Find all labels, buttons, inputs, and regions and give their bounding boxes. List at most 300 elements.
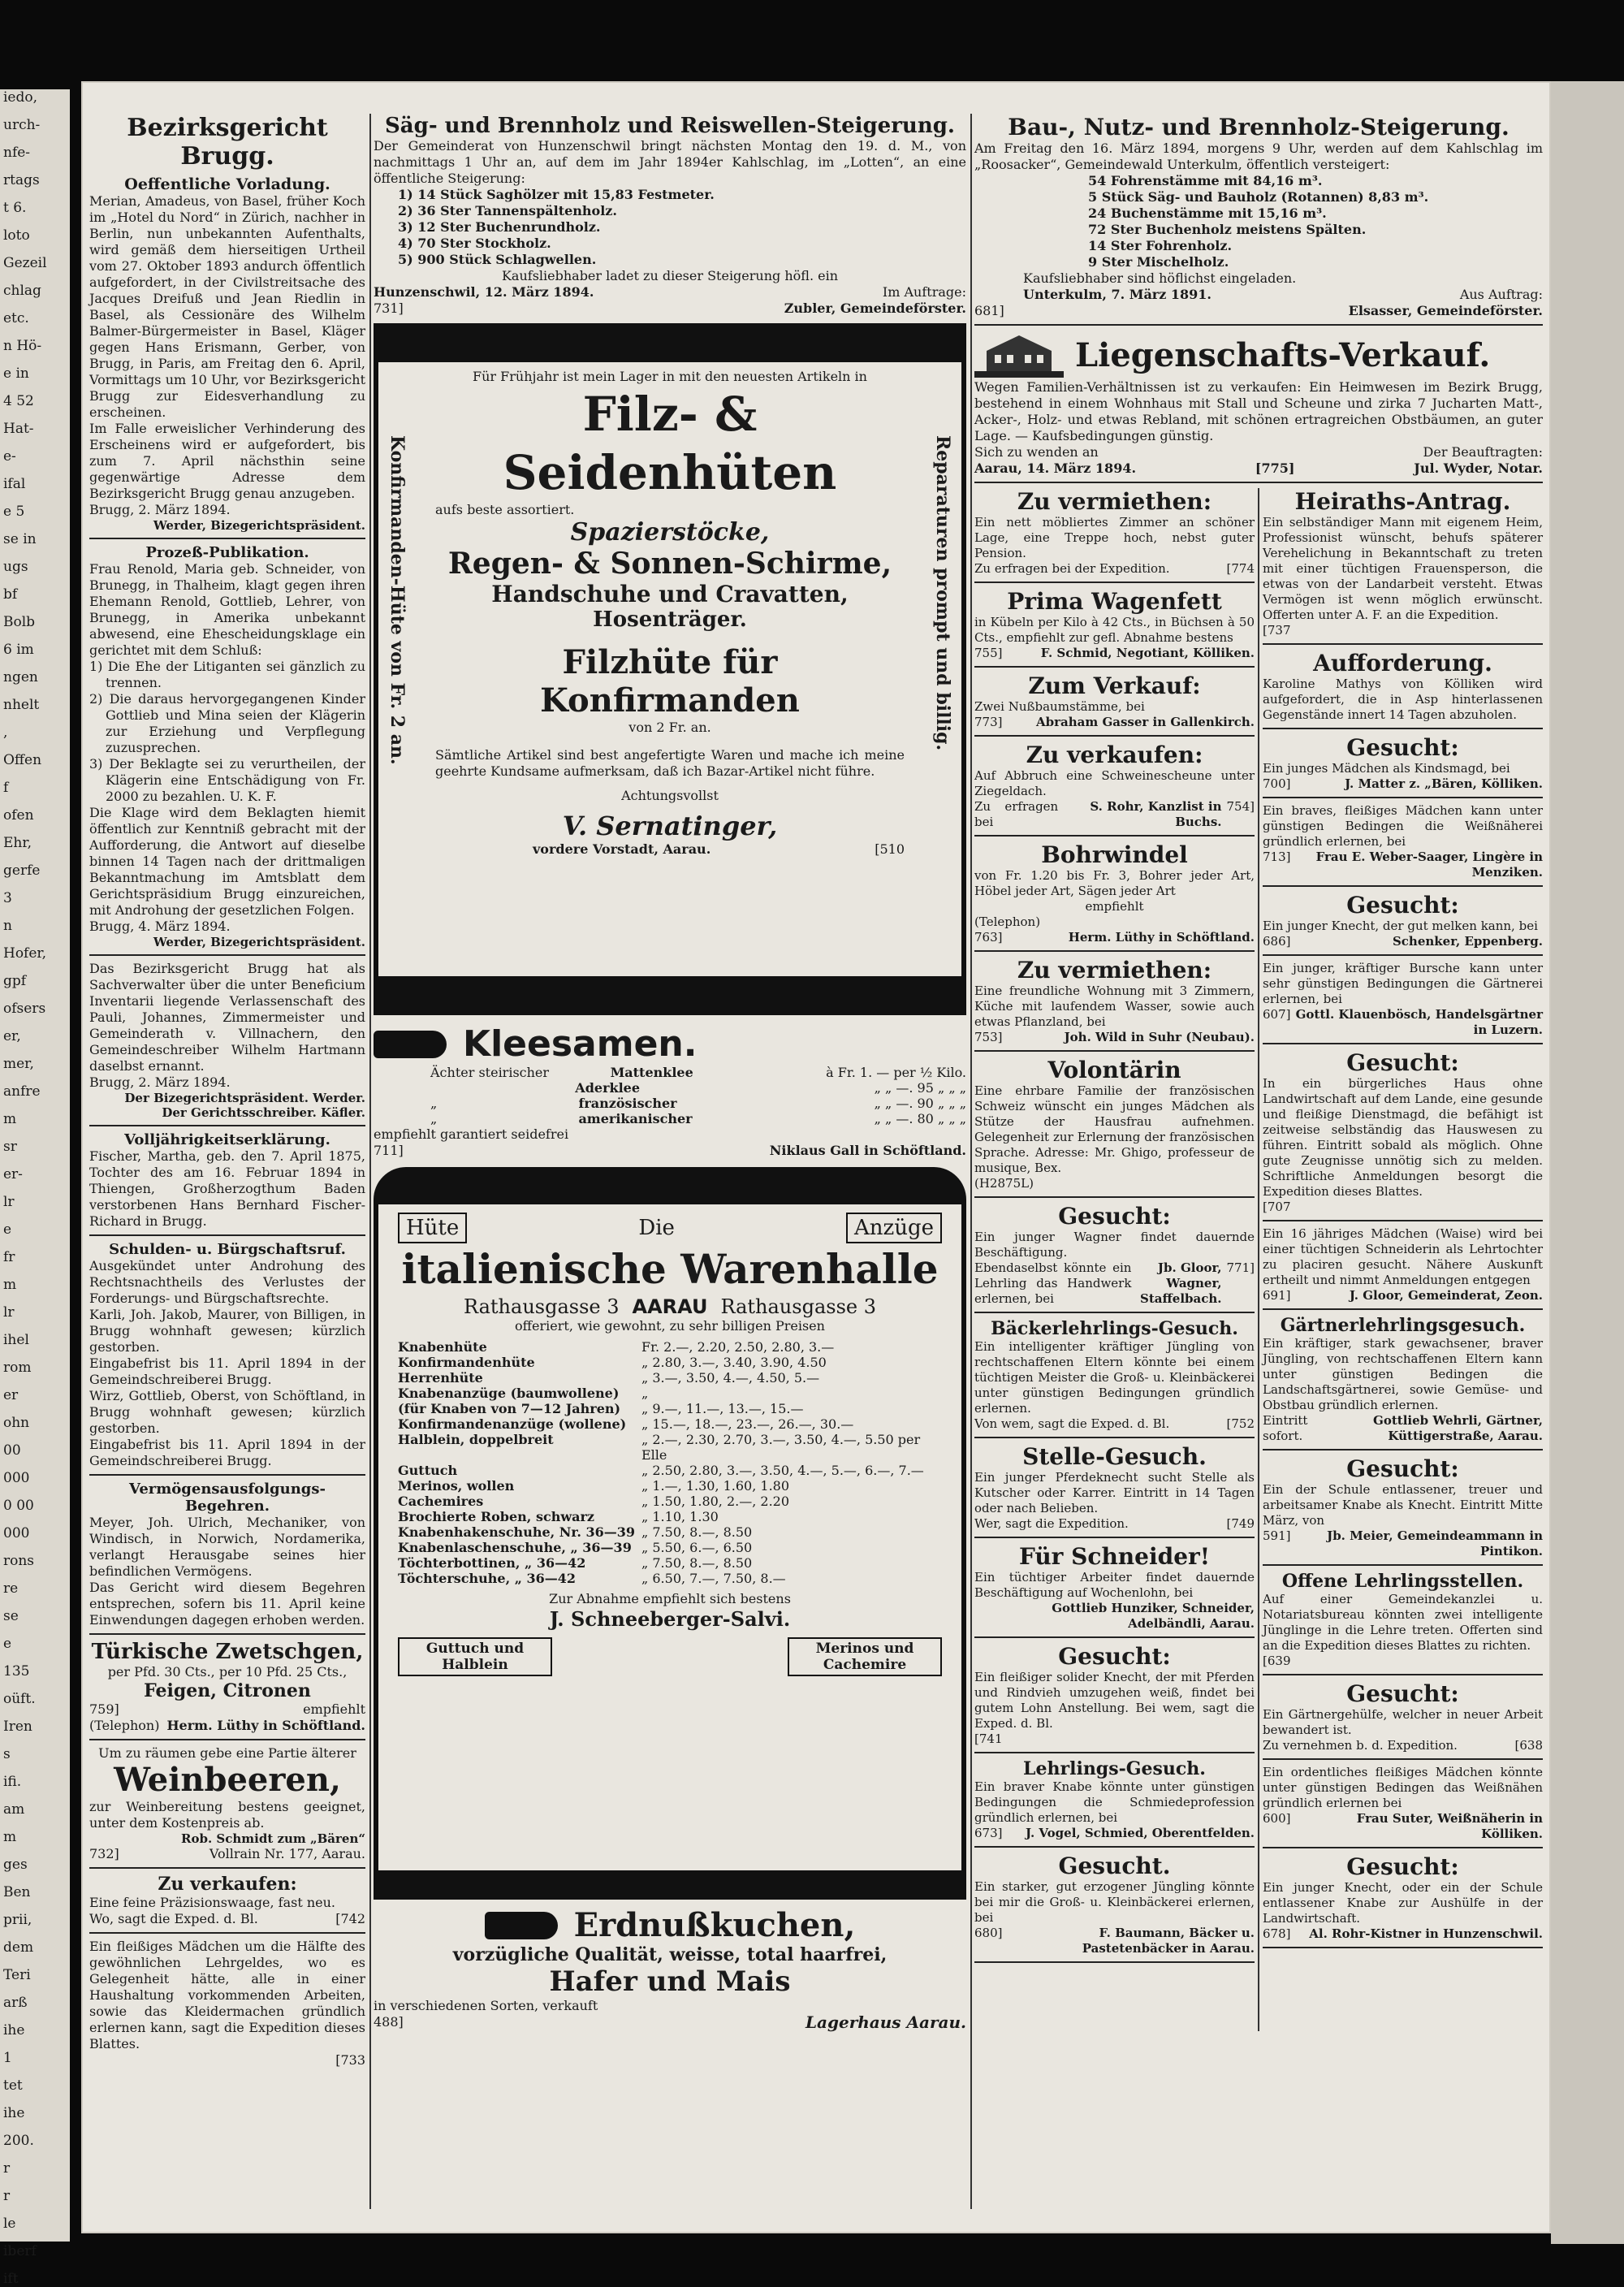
strip-fragment: chlag — [3, 283, 41, 299]
ad-body: Eine feine Präzisionswaage, fast neu. — [89, 1895, 336, 1910]
box-merinos: Merinos und Cachemire — [788, 1637, 942, 1676]
strip-fragment: iedo, — [3, 89, 38, 106]
strip-fragment: ohn — [3, 1415, 30, 1431]
classified-number: [749 — [1226, 1516, 1255, 1531]
classified-body: Ein junger Pferdeknecht sucht Stelle als Kutscher oder Karrer. Eintritt in 14 Tagen oder nach Belieben. — [974, 1470, 1255, 1515]
clover-variety: Aderklee — [575, 1080, 641, 1096]
classified-footer — [1263, 776, 1543, 792]
classified-heading: Zu verkaufen: — [1026, 741, 1203, 768]
classified-heading: Lehrlings-Gesuch. — [1023, 1758, 1206, 1779]
classified-body: Ein intelligenter kräftiger Jüngling von rechtschaffenen Eltern könnte bei einem tüchtigen Meister die Groß- u. Kleinbäckerei unter günstigen Bedingungen gründlich erlernen. — [974, 1339, 1255, 1416]
price-item: Guttuch — [398, 1463, 458, 1478]
clover-variety: französischer — [578, 1096, 677, 1111]
classified-footer — [974, 1731, 1255, 1747]
classified-footer — [974, 715, 1255, 730]
price-row — [398, 1555, 942, 1571]
classified-number: [741 — [974, 1731, 1003, 1746]
price-values: „ 15.—, 18.—, 23.—, 26.—, 30.— — [641, 1416, 854, 1432]
notice-signature: Werder, Bizegerichtspräsident. — [153, 518, 365, 533]
classified-body: Ein tüchtiger Arbeiter findet dauernde Beschäftigung auf Wochenlohn, bei — [974, 1570, 1255, 1600]
notice-body: Merian, Amadeus, von Basel, früher Koch im „Hotel du Nord“ in Zürich, nachher in Berlin, nun unbekannten Aufenthalts, wird gemäß dem hierseitigen Urtheil vom 27. Oktober 1893 andurch öffentlich aufgefordert, in der Civilstreitsache des Jacques Dreifuß und Jean Riedlin in Basel, als Cessionäre des Wilhelm Balmer-Bürgermeister in Basel, Kläger gegen Hans Erismann, Gerber, von Brugg, in Paris, am Freitag den 6. April, Vormittags um 10 Uhr, vor Bezirksgericht Brugg zur Eidesverhandlung zu erscheinen. — [89, 193, 365, 420]
price-item: Merinos, wollen — [398, 1478, 515, 1494]
ad-title: Weinbeeren, — [114, 1761, 341, 1799]
classified-footer — [974, 1176, 1255, 1191]
strip-fragment: ges — [3, 1857, 28, 1873]
classified-footer — [1263, 1288, 1543, 1303]
strip-fragment: 0 00 — [3, 1498, 34, 1514]
strip-fragment: iberf — [3, 2243, 37, 2259]
timber-title: Bau-, Nutz- und Brennholz-Steigerung. — [1008, 114, 1510, 141]
column-classifieds — [974, 114, 1543, 2225]
notice-entry: Eingabefrist bis 11. April 1894 in der Gemeindschreiberei Brugg. — [89, 1437, 365, 1468]
classified-signature: J. Vogel, Schmied, Oberentfelden. — [1026, 1826, 1255, 1840]
classified-reference: Zu vernehmen b. d. Expedition. — [1263, 1738, 1458, 1753]
classified-reference: 691] — [1263, 1288, 1291, 1303]
classified-heading: Gesucht: — [1346, 892, 1459, 919]
strip-fragment: ofsers — [3, 1001, 46, 1017]
classified-ad — [1263, 1049, 1543, 1221]
price-values: „ 2.50, 2.80, 3.—, 3.50, 4.—, 5.—, 6.—, 7.— — [641, 1463, 924, 1478]
warenhalle-address: Rathausgasse 3 — [463, 1295, 620, 1318]
vertical-right-text: Reparaturen prompt und billig. — [932, 435, 953, 751]
classified-number: [737 — [1263, 623, 1291, 638]
price-item: Konfirmandenanzüge (wollene) — [398, 1416, 627, 1432]
ad-body: Ein fleißiges Mädchen um die Hälfte des gewöhnlichen Lehrgeldes, wo es Gelegenheit hätte, alle in einer Haushaltung vorkommenden Arbeiten, sowie das Kleidermachen gründlich erlernen kann, sagt die Expedition dieses Blattes. — [89, 1939, 365, 2051]
strip-fragment: 4 52 — [3, 393, 34, 409]
column-advertisements — [374, 114, 966, 2225]
classified-body: Ein 16 jähriges Mädchen (Waise) wird bei einer tüchtigen Schneiderin als Lehrtochter zu placiren gesucht. Nähere Auskunft ertheilt und nimmt Anmeldungen entgegen — [1263, 1226, 1543, 1287]
price-values: „ 5.50, 6.—, 6.50 — [641, 1540, 753, 1555]
price-item: Knabenlaschenschuhe, „ 36—39 — [398, 1540, 632, 1555]
classified-reference: 607] — [1263, 1007, 1291, 1022]
notice-body: Meyer, Joh. Ulrich, Mechaniker, von Windisch, in Norwich, Nordamerika, verlangt Herausgabe seines hier befindlichen Vermögens. — [89, 1515, 365, 1579]
classified-heading: Aufforderung. — [1313, 650, 1492, 677]
divider — [1263, 1674, 1543, 1675]
classified-number: [752 — [1226, 1416, 1255, 1431]
price-item: Töchterbottinen, „ 36—42 — [398, 1555, 586, 1571]
hat-greeting: Achtungsvollst — [621, 788, 719, 803]
classified-reference: 600] — [1263, 1811, 1291, 1826]
classified-body: Auf einer Gemeindekanzlei u. Notariatsbureau könnten zwei intelligente Jünglinge in die Lehre treten. Offerten sind an die Expedition dieses Blattes zu richten. — [1263, 1592, 1543, 1653]
strip-fragment: se in — [3, 531, 37, 547]
notice-signature: Der Bizegerichtspräsident. Werder. — [124, 1091, 365, 1105]
divider — [1263, 728, 1543, 729]
strip-fragment: am — [3, 1801, 25, 1818]
hat-body: Sämtliche Artikel sind best angefertigte Waren und mache ich meine geehrte Kundsame aufmerksam, daß ich Bazar-Artikel nicht führe. — [435, 747, 905, 779]
classified-signature: J. Matter z. „Bären, Kölliken. — [1345, 776, 1543, 791]
auction-number: 731] — [374, 300, 404, 316]
strip-fragment: gerfe — [3, 862, 41, 879]
classified-footer — [1263, 1528, 1543, 1559]
strip-fragment: arß — [3, 1995, 28, 2011]
strip-fragment: nhelt — [3, 697, 40, 713]
strip-fragment: tet — [3, 2077, 23, 2094]
classified-ad — [1263, 1853, 1543, 1948]
price-values: „ 3.—, 3.50, 4.—, 4.50, 5.— — [641, 1370, 820, 1386]
classified-ad — [1263, 488, 1543, 645]
claim-item: 2) Die daraus hervorgegangenen Kinder Gottlieb und Mina seien der Klägerin zur Erziehung und Verpflegung zuzusprechen. — [89, 691, 365, 755]
classified-reference: Wer, sagt die Expedition. — [974, 1516, 1129, 1531]
timber-auftrag: Aus Auftrag: — [1459, 287, 1543, 302]
classified-ad — [974, 1758, 1255, 1848]
court-title: Bezirksgericht Brugg. — [127, 114, 328, 171]
warenhalle-title: italienische Warenhalle — [401, 1245, 939, 1293]
price-row — [398, 1432, 942, 1463]
price-row — [398, 1478, 942, 1494]
divider — [1263, 1564, 1543, 1566]
notice-heading: Oeffentliche Vorladung. — [124, 175, 330, 193]
price-values: „ 9.—, 11.—, 13.—, 15.— — [641, 1401, 804, 1416]
notice-date: Brugg, 2. März 1894. — [89, 502, 231, 517]
classified-body: Ein Gärtnergehülfe, welcher in neuer Arbeit bewandert ist. — [1263, 1707, 1543, 1737]
strip-fragment: Ben — [3, 1884, 31, 1900]
classified-footer — [1263, 1926, 1543, 1942]
classified-reference: Zu erfragen bei der Expedition. — [974, 561, 1170, 576]
hat-title: Filz- & Seidenhüten — [503, 387, 837, 500]
classified-reference: 763] — [974, 930, 1003, 945]
divider — [1263, 1449, 1543, 1450]
strip-fragment: 000 — [3, 1470, 30, 1486]
auction-item: 5) 900 Stück Schlagwellen. — [398, 252, 597, 267]
divider — [974, 1437, 1255, 1438]
warenhalle-city: AARAU — [632, 1295, 708, 1318]
notice-signature: Werder, Bizegerichtspräsident. — [153, 935, 365, 949]
hat-intro: Für Frühjahr ist mein Lager in mit den neuesten Artikeln in — [473, 369, 867, 384]
warenhalle-offer: offeriert, wie gewohnt, zu sehr billigen Preisen — [515, 1318, 825, 1334]
strip-fragment: Ehr, — [3, 835, 32, 851]
classified-footer — [974, 930, 1255, 945]
notice-signature: Der Gerichtsschreiber. Käfler. — [162, 1105, 365, 1120]
property-number: [775] — [1255, 460, 1295, 476]
strip-fragment: le — [3, 2216, 16, 2232]
classified-number: [639 — [1263, 1654, 1291, 1668]
clover-tag: empfiehlt garantiert seidefrei — [374, 1126, 569, 1142]
classified-heading: Gesucht: — [1346, 734, 1459, 761]
strip-fragment: m — [3, 1277, 17, 1293]
classified-ad — [974, 1643, 1255, 1753]
strip-fragment: er, — [3, 1028, 21, 1044]
clover-price-cell: „ „ —. 95 „ „ „ — [874, 1080, 966, 1096]
telephon-tag: (Telephon) — [89, 1718, 160, 1733]
classified-heading: Volontärin — [1047, 1057, 1181, 1083]
timber-item: 5 Stück Säg- und Bauholz (Rotannen) 8,83 m³. — [1088, 189, 1429, 205]
classified-signature: Jb. Meier, Gemeindeammann in Pintikon. — [1327, 1528, 1543, 1559]
strip-fragment: mer, — [3, 1056, 34, 1072]
strip-fragment: e- — [3, 448, 16, 465]
classified-ad — [1263, 1315, 1543, 1450]
strip-fragment: Gezeil — [3, 255, 47, 271]
timber-body: Am Freitag den 16. März 1894, morgens 9 Uhr, werden auf dem Kahlschlag im „Roosacker“, Gemeindewald Unterkulm, öffentlich versteigert: — [974, 141, 1543, 172]
classified-reference: 773] — [974, 715, 1003, 729]
classifieds-left — [974, 488, 1255, 1968]
timber-number: 681] — [974, 303, 1004, 318]
warenhalle-ad — [374, 1167, 966, 1900]
vertical-left-text: Konfirmanden-Hüte von Fr. 2 an. — [387, 435, 408, 765]
strip-fragment: s — [3, 1746, 11, 1762]
classified-footer — [1263, 934, 1543, 949]
classified-footer — [1263, 1654, 1543, 1669]
classified-body: in Kübeln per Kilo à 42 Cts., in Büchsen à 50 Cts., empfiehlt zur gefl. Abnahme bestens — [974, 615, 1255, 645]
strip-fragment: re — [3, 1580, 19, 1597]
divider — [1263, 1043, 1543, 1044]
strip-fragment: anfre — [3, 1083, 41, 1100]
classified-footer — [1263, 623, 1543, 638]
price-row — [398, 1416, 942, 1432]
strip-fragment: gpf — [3, 973, 27, 989]
hat-shop-ad — [374, 323, 966, 1015]
strip-fragment: n — [3, 918, 12, 934]
classified-ad — [1263, 1226, 1543, 1310]
classified-body: Zwei Nußbaumstämme, bei — [974, 699, 1145, 714]
price-values: „ 7.50, 8.—, 8.50 — [641, 1555, 753, 1571]
divider — [974, 1752, 1255, 1753]
classified-signature: Schenker, Eppenberg. — [1392, 934, 1543, 949]
price-item: Knabenhakenschuhe, Nr. 36—39 — [398, 1524, 636, 1540]
divider — [974, 1537, 1255, 1538]
peanut-line: Hafer und Mais — [549, 1965, 791, 1998]
ad-title: Türkische Zwetschgen, — [91, 1640, 364, 1664]
telephon-tag: (Telephon) — [974, 914, 1041, 929]
notice-body: Ausgekündet unter Androhung des Rechtsnachtheils des Verlustes der Forderungs- und Bürgschaftsrechte. — [89, 1258, 365, 1306]
classified-heading: Gesucht: — [1346, 1049, 1459, 1076]
strip-fragment: ihe — [3, 2105, 25, 2121]
classified-heading: Gesucht: — [1346, 1455, 1459, 1482]
strip-fragment: r — [3, 2188, 11, 2204]
classified-reference: 680] — [974, 1926, 1003, 1940]
classified-signature: Al. Rohr-Kistner in Hunzenschwil. — [1309, 1926, 1543, 1941]
ad-body: zur Weinbereitung bestens geeignet, unter dem Kostenpreis ab. — [89, 1799, 365, 1831]
classified-reference: Eintritt sofort. — [1263, 1413, 1308, 1443]
timber-invite: Kaufsliebhaber sind höflichst eingeladen. — [1023, 270, 1297, 286]
price-item: Halblein, doppelbreit — [398, 1432, 554, 1447]
classified-number: [638 — [1514, 1738, 1543, 1753]
classified-heading: Prima Wagenfett — [1007, 588, 1222, 615]
strip-fragment: ugs — [3, 559, 28, 575]
peanut-line: in verschiedenen Sorten, verkauft — [374, 1998, 598, 2013]
notice-body: Das Bezirksgericht Brugg hat als Sachverwalter über die unter Beneficium Inventarii liegende Verlassenschaft des Pauli, Johannes, Zimmermeister und Gemeinderath v. Villnachern, den Gemeindeschreiber Wilhelm Hartmann daselbst ernannt. — [89, 961, 365, 1074]
strip-fragment: Hat- — [3, 421, 34, 437]
clover-seed-ad — [374, 1023, 966, 1159]
classified-tag: empfiehlt — [1085, 899, 1144, 914]
notice-date: Brugg, 2. März 1894. — [89, 1074, 231, 1090]
strip-fragment: lr — [3, 1194, 15, 1210]
classified-body: Karoline Mathys von Kölliken wird aufgefordert, die in Asp hinterlassenen Gegenstände innert 14 Tagen abzuholen. — [1263, 677, 1543, 722]
property-sig-pre: Der Beauftragten: — [1423, 444, 1543, 460]
warenhalle-address: Rathausgasse 3 — [720, 1295, 876, 1318]
strip-fragment: Bolb — [3, 614, 36, 630]
ad-address: Vollrain Nr. 177, Aarau. — [209, 1846, 365, 1861]
price-values: Fr. 2.—, 2.20, 2.50, 2.80, 3.— — [641, 1339, 835, 1355]
classified-reference: 678] — [1263, 1926, 1291, 1941]
strip-fragment: 000 — [3, 1525, 30, 1541]
divider — [974, 1846, 1255, 1848]
notice-entry: Eingabefrist bis 11. April 1894 in der Gemeindschreiberei Brugg. — [89, 1355, 365, 1387]
classified-reference: 700] — [1263, 776, 1291, 791]
auction-auftrag: Im Auftrage: — [882, 284, 966, 300]
classified-ad — [1263, 892, 1543, 956]
classified-body: Auf Abbruch eine Schweinescheune unter Ziegeldach. — [974, 768, 1255, 798]
classified-signature: Joh. Wild in Suhr (Neubau). — [1064, 1030, 1255, 1044]
classified-ad — [1263, 1571, 1543, 1675]
classified-number: [707 — [1263, 1200, 1291, 1214]
classified-number: [774 — [1226, 561, 1255, 576]
price-row — [398, 1339, 942, 1355]
classified-body: Ein braver Knabe könnte unter günstigen Bedingungen die Schmiedeprofession gründlich erlernen, bei — [974, 1779, 1255, 1825]
classified-heading: Gesucht. — [1058, 1853, 1171, 1879]
strip-fragment: ift — [3, 2271, 19, 2287]
classified-body: In ein bürgerliches Haus ohne Landwirtschaft auf dem Lande, eine gesunde und fleißige Dienstmagd, die befähigt ist zeitweise selbständig das Hauswesen zu führen. Eintritt sobald als möglich. Ohne gute Zeugnisse unnötig sich zu melden. Schriftliche Anmeldungen besorgt die Expedition dieses Blattes. — [1263, 1076, 1543, 1199]
strip-fragment: lr — [3, 1304, 15, 1321]
clover-row — [430, 1065, 966, 1080]
strip-fragment: ihel — [3, 1332, 29, 1348]
classified-reference: 753] — [974, 1030, 1003, 1044]
ad-number: [742 — [335, 1911, 365, 1926]
auction-items — [398, 187, 966, 268]
price-item: Knabenhüte — [398, 1339, 487, 1355]
classified-footer — [974, 1926, 1255, 1956]
classified-ad — [1263, 1680, 1543, 1760]
divider — [974, 1196, 1255, 1198]
strip-fragment: f — [3, 780, 9, 796]
price-item: Herrenhüte — [398, 1370, 483, 1386]
price-row — [398, 1540, 942, 1555]
strip-fragment: 1 — [3, 2050, 12, 2066]
classified-body: Ein ordentliches fleißiges Mädchen könnte unter günstigen Bedingen das Weißnähen gründlich erlernen bei — [1263, 1765, 1543, 1810]
classified-signature: Frau E. Weber-Saager, Lingère in Menziken. — [1315, 850, 1543, 880]
strip-fragment: dem — [3, 1939, 34, 1956]
classified-ad — [974, 957, 1255, 1052]
classified-number: (H2875L) — [974, 1176, 1034, 1191]
price-item: Knabenanzüge (baumwollene) — [398, 1386, 620, 1401]
classified-number: 754] — [1226, 799, 1255, 814]
strip-fragment: loto — [3, 227, 30, 244]
column-rule — [369, 114, 371, 2209]
pointing-hand-icon — [485, 1912, 558, 1939]
strip-fragment: e — [3, 1636, 12, 1652]
divider — [1263, 643, 1543, 645]
clover-price-cell: „ — [430, 1096, 438, 1111]
classified-ad — [1263, 734, 1543, 798]
notice-body: Fischer, Martha, geb. den 7. April 1875, Tochter des am 16. Februar 1894 in Thiengen, Großherzogthum Baden verstorbenen Hans Bernhard Fischer-Richard in Brugg. — [89, 1148, 365, 1229]
ad-signature: Rob. Schmidt zum „Bären“ — [180, 1831, 365, 1846]
price-row — [398, 1571, 942, 1586]
classified-body: Ein junger Wagner findet dauernde Beschäftigung. — [974, 1230, 1255, 1260]
price-row — [398, 1524, 942, 1540]
strip-fragment: ifi. — [3, 1774, 22, 1790]
classified-signature: F. Schmid, Negotiant, Kölliken. — [1040, 646, 1255, 660]
strip-fragment: m — [3, 1829, 17, 1845]
hat-line: Hosenträger. — [593, 607, 747, 632]
strip-fragment: 200. — [3, 2133, 34, 2149]
divider — [974, 666, 1255, 668]
box-suits: Anzüge — [846, 1213, 942, 1243]
classified-body: Ein selbständiger Mann mit eigenem Heim, Professionist wünscht, behufs späterer Verehelichung in Bekanntschaft zu treten mit einer tüchtigen Frauensperson, die etwas von der Landarbeit versteht. Etwas Vermögen ist wenn möglich erwünscht. Offerten unter A. F. an die Expedition. — [1263, 515, 1543, 622]
classified-ad — [974, 1443, 1255, 1538]
classified-signature: Frau Suter, Weißnäherin in Kölliken. — [1356, 1811, 1543, 1841]
classified-body: Eine ehrbare Familie der französischen Schweiz wünscht ein junges Mädchen als Stütze der Hausfrau aufnehmen. Gelegenheit zur Erlernung der französischen Sprache. Adresse: Mr. Ghigo, professeur de musique, Bex. — [974, 1083, 1255, 1175]
classified-footer — [974, 1601, 1255, 1632]
warenhalle-price-list — [398, 1339, 942, 1586]
strip-fragment: bf — [3, 586, 18, 603]
classified-heading: Zu vermiethen: — [1017, 488, 1212, 515]
ad-tagline: empfiehlt — [303, 1701, 365, 1717]
classified-ad — [974, 841, 1255, 952]
classified-reference: Von wem, sagt die Exped. d. Bl. — [974, 1416, 1170, 1431]
price-row — [398, 1386, 942, 1401]
clover-row — [430, 1096, 966, 1111]
strip-fragment: prii, — [3, 1912, 32, 1928]
newspaper-page — [81, 81, 1551, 2233]
ad-line: per Pfd. 30 Cts., per 10 Pfd. 25 Cts., — [107, 1664, 348, 1680]
strip-fragment: Offen — [3, 752, 42, 768]
strip-fragment: ngen — [3, 669, 38, 685]
divider — [1263, 1947, 1543, 1948]
strip-fragment: 3 — [3, 890, 12, 906]
notice-entry: Wirz, Gottlieb, Oberst, von Schöftland, in Brugg wohnhaft gewesen; kürzlich gestorben. — [89, 1388, 365, 1436]
notice-heading: Schulden- u. Bürgschaftsruf. — [109, 1241, 346, 1258]
previous-page-strip — [0, 89, 70, 2287]
auction-item: 4) 70 Ster Stockholz. — [398, 236, 551, 251]
price-values: „ 2.80, 3.—, 3.40, 3.90, 4.50 — [641, 1355, 827, 1370]
strip-fragment: ihe — [3, 2022, 25, 2038]
divider — [974, 581, 1255, 583]
clover-price-list — [430, 1065, 966, 1126]
timber-item: 14 Ster Fohrenholz. — [1088, 238, 1233, 253]
auction-invite: Kaufsliebhaber ladet zu dieser Steigerung höfl. ein — [501, 268, 839, 283]
classified-heading: Gesucht: — [1346, 1680, 1459, 1707]
classified-ad — [974, 1318, 1255, 1438]
strip-fragment: m — [3, 1111, 17, 1127]
column-court-notices — [89, 114, 365, 2225]
hat-line: von 2 Fr. an. — [628, 720, 711, 735]
ad-title: Zu verkaufen: — [158, 1874, 297, 1895]
divider — [974, 835, 1255, 837]
box-guttuch: Guttuch und Halblein — [398, 1637, 552, 1676]
next-page-edge — [1551, 81, 1624, 2244]
classified-heading: Gärtnerlehrlingsgesuch. — [1280, 1315, 1526, 1336]
timber-item: 24 Buchenstämme mit 15,16 m³. — [1088, 205, 1327, 221]
classified-heading: Bäckerlehrlings-Gesuch. — [991, 1318, 1238, 1339]
property-title: Liegenschafts-Verkauf. — [1075, 335, 1491, 374]
classified-footer — [974, 1416, 1255, 1432]
divider — [1263, 1308, 1543, 1310]
classified-footer — [974, 799, 1255, 830]
strip-fragment: n Hö- — [3, 338, 42, 354]
strip-fragment: , — [3, 724, 8, 741]
classified-heading: Zu vermiethen: — [1017, 957, 1212, 984]
column-rule — [970, 114, 972, 2209]
classified-ad — [1263, 1455, 1543, 1566]
clover-title: Kleesamen. — [463, 1023, 698, 1065]
price-values: „ 2.—, 2.30, 2.70, 3.—, 3.50, 4.—, 5.50 per Elle — [641, 1432, 921, 1463]
classified-heading: Für Schneider! — [1018, 1543, 1211, 1570]
classified-footer — [974, 1260, 1255, 1307]
clover-price-cell: à Fr. 1. — per ½ Kilo. — [826, 1065, 966, 1080]
auction-signature: Zubler, Gemeindeförster. — [784, 300, 966, 316]
divider — [1263, 885, 1543, 887]
timber-signature: Elsasser, Gemeindeförster. — [1348, 303, 1543, 318]
timber-item: 9 Ster Mischelholz. — [1088, 254, 1229, 270]
classified-ad — [974, 1203, 1255, 1313]
die-label: Die — [638, 1216, 675, 1240]
classified-heading: Gesucht: — [1058, 1643, 1171, 1670]
box-hats: Hüte — [398, 1213, 467, 1243]
strip-fragment: 00 — [3, 1442, 21, 1459]
classified-heading: Bohrwindel — [1041, 841, 1188, 868]
classified-footer — [1263, 850, 1543, 880]
price-values: „ — [641, 1386, 649, 1401]
ad-number: [733 — [335, 2052, 365, 2068]
